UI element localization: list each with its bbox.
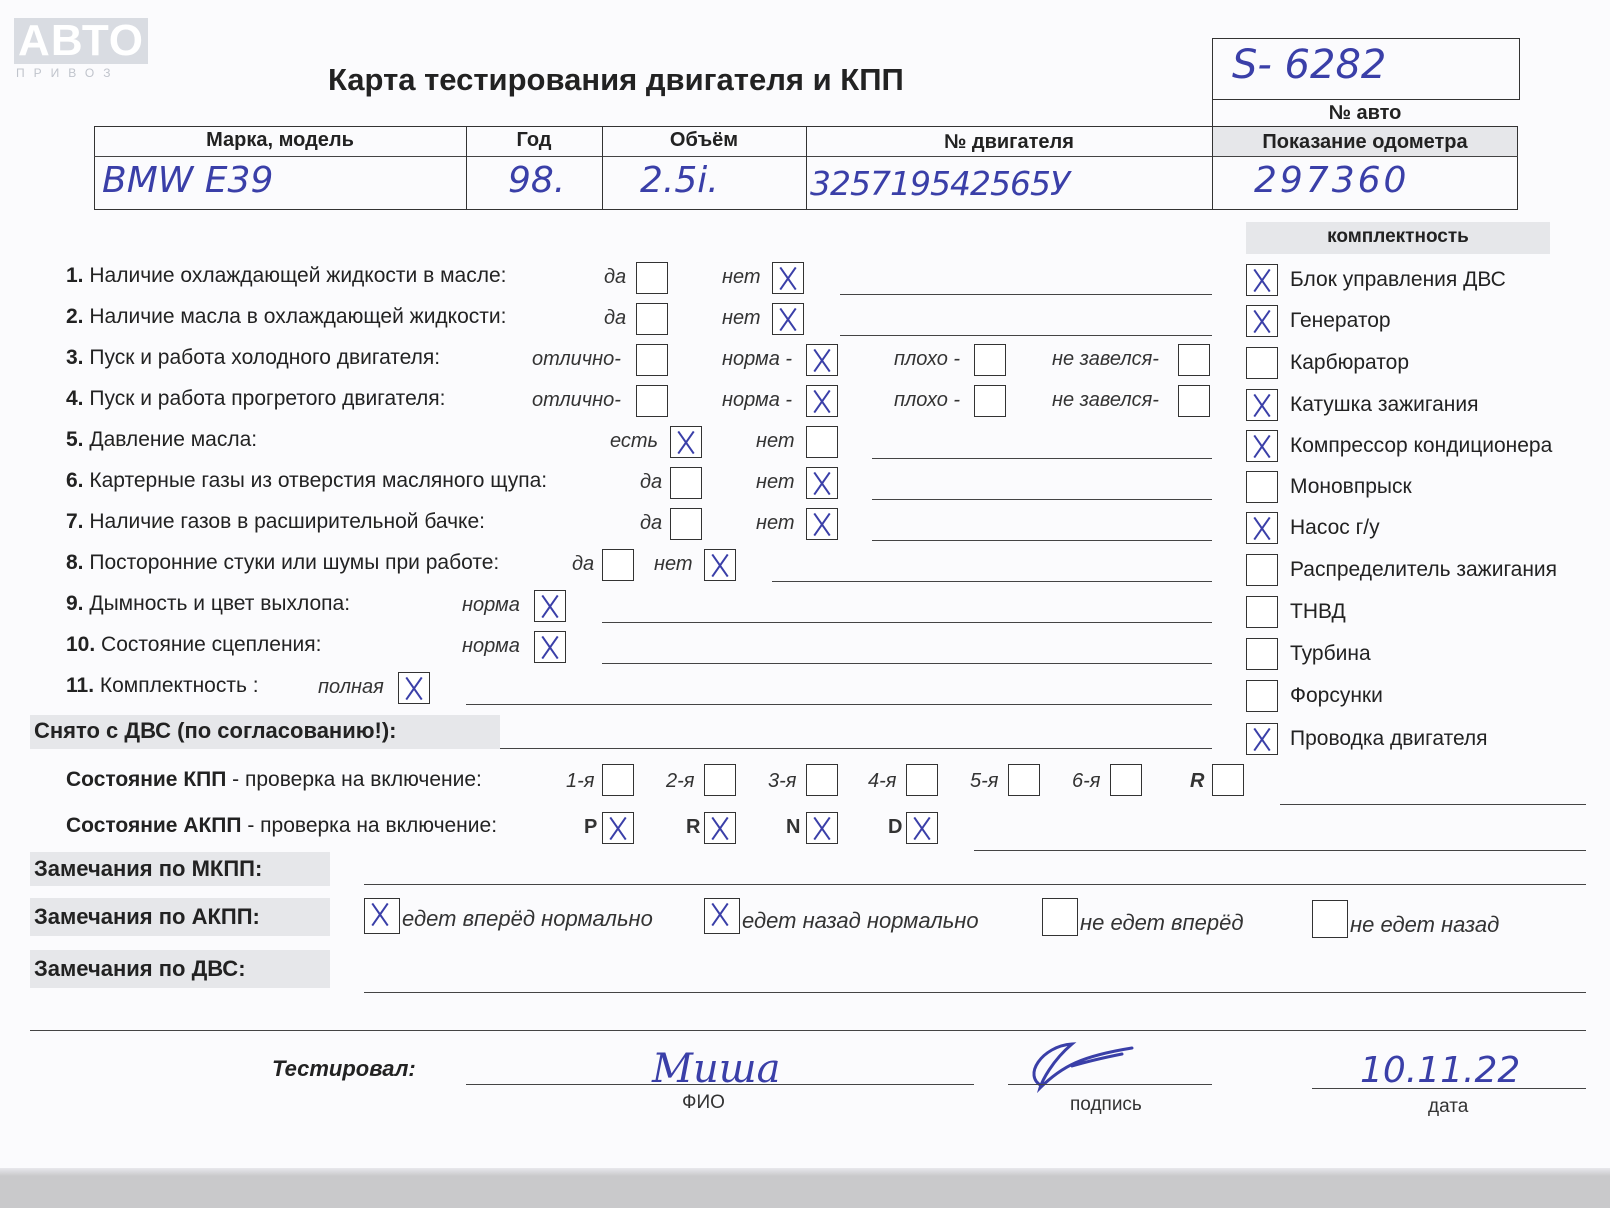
value-year: 98.	[508, 160, 566, 201]
comp-ignition-coil-checkbox[interactable]	[1246, 389, 1278, 421]
comp-tnvd-label: ТНВД	[1290, 600, 1346, 623]
item-5: 5. Давление масла:	[66, 428, 258, 451]
comp-ac-compressor-checkbox[interactable]	[1246, 430, 1278, 462]
item-6: 6. Картерные газы из отверстия масляного щупа:	[66, 469, 548, 492]
remarks-mkpp-label: Замечания по МКПП:	[34, 856, 263, 881]
completeness-title: комплектность	[1327, 226, 1469, 247]
item-11: 11. Комплектность :	[66, 674, 259, 697]
comp-turbine-label: Турбина	[1290, 642, 1371, 665]
kpp-label: Состояние КПП - проверка на включение:	[66, 768, 482, 791]
item-1-no-checkbox[interactable]	[772, 262, 804, 294]
item-10-normal-checkbox[interactable]	[534, 631, 566, 663]
comp-wiring-label: Проводка двигателя	[1290, 727, 1488, 750]
item-7-no-checkbox[interactable]	[806, 508, 838, 540]
car-number-value: S- 6282	[1232, 42, 1387, 88]
kpp-gear-5-checkbox[interactable]	[1008, 764, 1040, 796]
comp-tnvd-checkbox[interactable]	[1246, 596, 1278, 628]
col-header-engine-no: № двигателя	[944, 131, 1074, 153]
name-caption: ФИО	[682, 1092, 725, 1113]
col-header-odometer: Показание одометра	[1262, 131, 1468, 153]
item-3-bad-checkbox[interactable]	[974, 344, 1006, 376]
page-title: Карта тестирования двигателя и КПП	[328, 62, 904, 97]
akpp-no-forward-checkbox[interactable]	[1042, 898, 1078, 936]
item-1-yes-checkbox[interactable]	[636, 262, 668, 294]
kpp-gear-4-checkbox[interactable]	[906, 764, 938, 796]
tested-label: Тестировал:	[272, 1056, 416, 1081]
test-date: 10.11.22	[1360, 1050, 1521, 1091]
comp-distributor-label: Распределитель зажигания	[1290, 558, 1558, 581]
col-header-volume: Объём	[669, 129, 739, 151]
item-6-no-checkbox[interactable]	[806, 467, 838, 499]
comp-ignition-coil-label: Катушка зажигания	[1290, 393, 1479, 416]
item-6-yes-checkbox[interactable]	[670, 467, 702, 499]
col-header-model: Марка, модель	[206, 129, 354, 151]
item-9-normal-checkbox[interactable]	[534, 590, 566, 622]
item-7-yes-checkbox[interactable]	[670, 508, 702, 540]
akpp-gear-d-checkbox[interactable]	[906, 812, 938, 844]
removed-label: Снято с ДВС (по согласованию!):	[34, 718, 397, 743]
value-engine-no: 325719542565У	[810, 164, 1070, 203]
comp-distributor-checkbox[interactable]	[1246, 554, 1278, 586]
item-11-full-checkbox[interactable]	[398, 672, 430, 704]
kpp-gear-1-checkbox[interactable]	[602, 764, 634, 796]
item-4-excellent-checkbox[interactable]	[636, 385, 668, 417]
item-4-no-start-checkbox[interactable]	[1178, 385, 1210, 417]
akpp-backward-ok-checkbox[interactable]	[704, 898, 740, 934]
col-header-year: Год	[516, 129, 552, 151]
item-9: 9. Дымность и цвет выхлопа:	[66, 592, 351, 615]
item-2-no-checkbox[interactable]	[772, 303, 804, 335]
comp-generator-checkbox[interactable]	[1246, 305, 1278, 337]
akpp-no-backward-checkbox[interactable]	[1312, 900, 1348, 938]
remarks-akpp-label: Замечания по АКПП:	[34, 904, 260, 929]
comp-wiring-checkbox[interactable]	[1246, 723, 1278, 755]
comp-injectors-checkbox[interactable]	[1246, 680, 1278, 712]
value-model: BMW E39	[102, 160, 274, 201]
comp-carburetor-checkbox[interactable]	[1246, 347, 1278, 379]
signature	[1012, 1036, 1152, 1096]
comp-carburetor-label: Карбюратор	[1290, 351, 1410, 374]
item-8-no-checkbox[interactable]	[704, 549, 736, 581]
item-7: 7. Наличие газов в расширительной бачке:	[66, 510, 485, 533]
kpp-gear-6-checkbox[interactable]	[1110, 764, 1142, 796]
item-8: 8. Посторонние стуки или шумы при работе:	[66, 551, 500, 574]
tester-name: Миша	[652, 1046, 781, 1092]
akpp-forward-ok-checkbox[interactable]	[364, 898, 400, 934]
comp-ecu-checkbox[interactable]	[1246, 264, 1278, 296]
comp-turbine-checkbox[interactable]	[1246, 638, 1278, 670]
comp-ecu-label: Блок управления ДВС	[1290, 268, 1506, 291]
date-caption: дата	[1428, 1096, 1469, 1117]
comp-mono-injection-checkbox[interactable]	[1246, 471, 1278, 503]
item-5-yes-checkbox[interactable]	[670, 426, 702, 458]
comp-ps-pump-label: Насос г/у	[1290, 516, 1380, 539]
item-3-no-start-checkbox[interactable]	[1178, 344, 1210, 376]
akpp-gear-n-checkbox[interactable]	[806, 812, 838, 844]
item-2: 2. Наличие масла в охлаждающей жидкости:	[66, 305, 507, 328]
item-8-yes-checkbox[interactable]	[602, 549, 634, 581]
signature-caption: подпись	[1070, 1094, 1142, 1115]
item-2-yes-checkbox[interactable]	[636, 303, 668, 335]
logo-subtitle: ПРИВОЗ	[16, 66, 120, 80]
item-10: 10. Состояние сцепления:	[66, 633, 322, 656]
logo: АВТО	[14, 18, 148, 64]
kpp-gear-2-checkbox[interactable]	[704, 764, 736, 796]
value-odometer: 297360	[1254, 160, 1410, 201]
remarks-dvs-label: Замечания по ДВС:	[34, 956, 246, 981]
comp-mono-injection-label: Моновпрыск	[1290, 475, 1412, 498]
kpp-gear-r-checkbox[interactable]	[1212, 764, 1244, 796]
item-4-normal-checkbox[interactable]	[806, 385, 838, 417]
item-4-bad-checkbox[interactable]	[974, 385, 1006, 417]
value-volume: 2.5i.	[640, 160, 719, 201]
item-5-no-checkbox[interactable]	[806, 426, 838, 458]
test-card: АВТО ПРИВОЗ Карта тестирования двигателя и КПП S- 6282 № авто Марка, модель Год Объём № двигателя Показание одометра BMW E39 98. 2.5i. 325719542565У 297360 1. Наличие охлаждающей жидкости в масле: да нет 2. Наличие масла в охлаждающей жидкости: да нет 3. Пуск и работа холодного двигателя: отлично- норма - плохо - не завелся- 4. Пуск и работа прогретого двигателя: отлично- норма - плохо - не завелся- 5. Давление масла: есть нет 6. Картерные газы из отверстия масляного щупа: да нет 7. Наличие газов в расширительной бачке: да нет 8. Посторонние стуки или шумы при работе: да нет 9. Дымность и цвет выхлопа: норма 10. Состояние сцепления: норма 11. Комплектность : полная Снято с ДВС (по согласованию!): Состояние КПП - проверка на включение: 1-я 2-я 3-я 4-я 5-я 6-я R Состояние АКПП - проверка на включение: P R N D Замечания по МКПП: Замечания по АКПП: едет вперёд нормально едет назад нормально не едет вперёд не едет назад Замечания по ДВС: комплектность Блок управления ДВС Генератор Карбюратор Катушка зажигания Компрессор кондиционера Моновпрыск Насос г/у Распределитель зажигания ТНВД Турбина Форсунки Проводка двигателя Тестировал: Миша ФИО подпись 10.11.22 дата	[0, 0, 1610, 1170]
comp-injectors-label: Форсунки	[1290, 684, 1383, 707]
comp-ps-pump-checkbox[interactable]	[1246, 512, 1278, 544]
item-1: 1. Наличие охлаждающей жидкости в масле:	[66, 264, 507, 287]
item-3-excellent-checkbox[interactable]	[636, 344, 668, 376]
item-3: 3. Пуск и работа холодного двигателя:	[66, 346, 441, 369]
comp-ac-compressor-label: Компрессор кондиционера	[1290, 434, 1553, 457]
item-3-normal-checkbox[interactable]	[806, 344, 838, 376]
akpp-gear-r-checkbox[interactable]	[704, 812, 736, 844]
akpp-label: Состояние АКПП - проверка на включение:	[66, 814, 498, 837]
comp-generator-label: Генератор	[1290, 309, 1391, 332]
item-4: 4. Пуск и работа прогретого двигателя:	[66, 387, 446, 410]
kpp-gear-3-checkbox[interactable]	[806, 764, 838, 796]
car-number-label: № авто	[1328, 102, 1402, 124]
akpp-gear-p-checkbox[interactable]	[602, 812, 634, 844]
